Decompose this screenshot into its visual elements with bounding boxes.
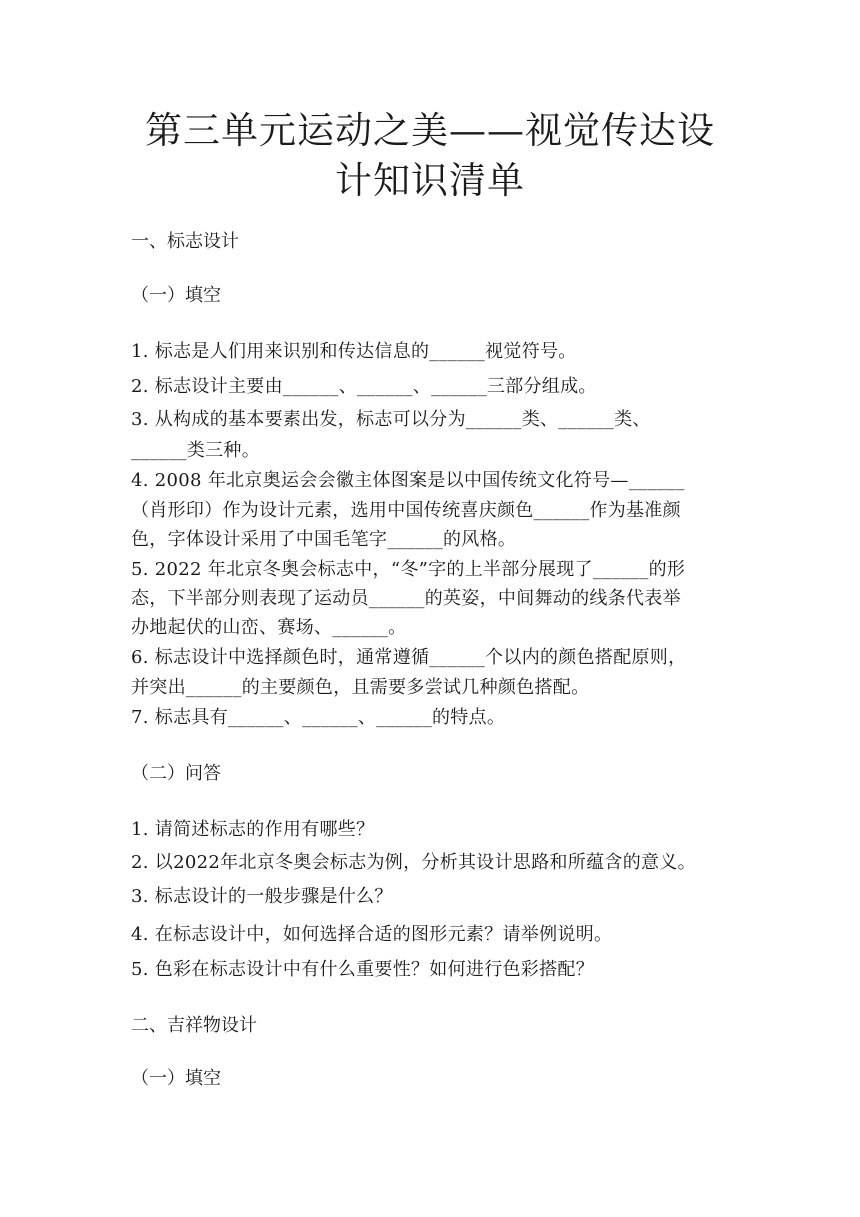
document-title-line-2: 计知识清单 [335, 159, 525, 202]
fill-line: 6. 标志设计中选择颜色时，通常遵循______个以内的颜色搭配原则， [131, 647, 687, 668]
fill-line: ______类三种。 [131, 440, 260, 461]
fill-line: 并突出______的主要颜色，且需要多尝试几种颜色搭配。 [131, 677, 590, 698]
fill-line: （肖形印）作为设计元素，选用中国传统喜庆颜色______作为基准颜 [131, 500, 681, 521]
fill-line: 2. 标志设计主要由______、______、______三部分组成。 [131, 376, 597, 397]
question-line: 5. 色彩在标志设计中有什么重要性？如何进行色彩搭配？ [131, 959, 594, 980]
fill-line: 办地起伏的山峦、赛场、______。 [131, 617, 407, 638]
question-line: 4. 在标志设计中，如何选择合适的图形元素？请举例说明。 [131, 924, 613, 945]
fill-line: 5. 2022 年北京冬奥会标志中，“冬”字的上半部分展现了______的形 [131, 559, 686, 580]
section-heading-mascot-design: 二、吉祥物设计 [131, 1015, 257, 1036]
fill-line: 色，字体设计采用了中国毛笔字______的风格。 [131, 529, 517, 550]
fill-line: 态，下半部分则表现了运动员______的英姿，中间舞动的线条代表举 [131, 588, 681, 609]
fill-line: 3. 从构成的基本要素出发，标志可以分为______类、______类、 [131, 409, 651, 430]
section-heading-logo-design: 一、标志设计 [131, 231, 239, 252]
fill-line: 4. 2008 年北京奥运会会徽主体图案是以中国传统文化符号—______ [131, 470, 685, 491]
question-line: 1. 请简述标志的作用有哪些？ [131, 819, 375, 840]
question-line: 2. 以2022年北京冬奥会标志为例，分析其设计思路和所蕴含的意义。 [131, 852, 696, 873]
fill-line: 7. 标志具有______、______、______的特点。 [131, 707, 506, 728]
subheading-fill-blank: （一）填空 [131, 285, 221, 306]
document-title-line-1: 第三单元运动之美——视觉传达设 [145, 109, 715, 152]
subheading-questions: （二）问答 [131, 763, 221, 784]
question-line: 3. 标志设计的一般步骤是什么？ [131, 886, 393, 907]
subheading-fill-blank-2: （一）填空 [131, 1068, 221, 1089]
fill-line: 1. 标志是人们用来识别和传达信息的______视觉符号。 [131, 341, 577, 362]
